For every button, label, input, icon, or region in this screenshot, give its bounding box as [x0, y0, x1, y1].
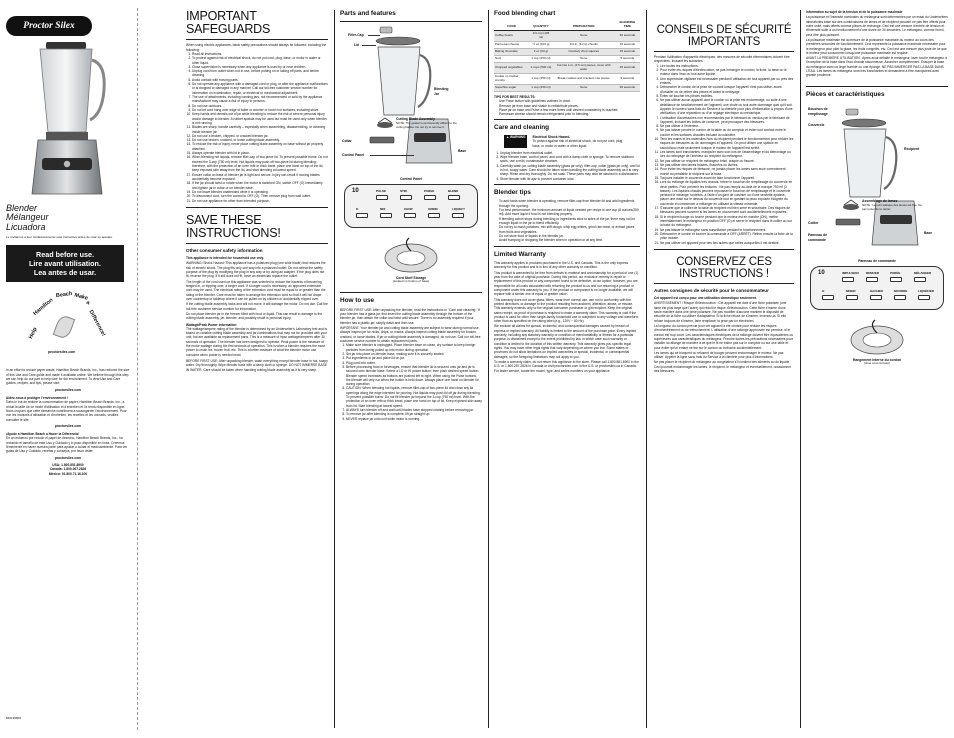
care-steps: [494, 151, 640, 181]
speed-top-label: PUREE: [424, 188, 435, 193]
cover-url-fr[interactable]: proctorsilex.com: [54, 423, 82, 428]
cord-storage-sub: (located on bottom of base): [392, 279, 430, 284]
fr-safeguard-item: 12. Ne pas utiliser un récipient de mélangeur brisé, craqué ou fissuré.: [660, 159, 794, 163]
safeguard-item: 17. Ensure collar on base of blender jar is tight and secure. Injury can result if moving blades accidentally become exposed.: [192, 173, 328, 182]
how-to-step: 8. To remove jar after blending is complete, lift jar straight up.: [346, 412, 482, 416]
food-chart-cell: 15 seconds: [615, 63, 640, 74]
food-chart-title: Food blending chart: [494, 10, 556, 17]
contact-usa: USA: 1.800.851.8900: [52, 463, 84, 468]
food-chart-cell: Cut into 1-in. (2.5-cm) pieces, cover with water: [553, 63, 615, 74]
cord-storage-title: Cord Stuff Storage: [395, 275, 427, 280]
fr-speed-bottom-button[interactable]: [918, 295, 930, 300]
cover-para-en: In an effort to reduce paper waste, Hamilton Beach Brands, Inc., has reduced the size of this Use and Care guide and made it available online. We believe through this step we can help do our part to help care for the environment. To view Use and Care guides, recipes, and tips, please visit:: [6, 368, 130, 386]
how-to-lead: BEFORE FIRST USE: After unpacking the blender, read the instructions in "Care and cleaning." If your blender has a glass jar, first insert the cutting blade assembly through the bottom of the blender jar, then attach the collar and twist until secure. There is no assembly required if your blender has a plastic jar; simply wash and then use.: [340, 307, 481, 325]
safeguard-item: 3. Close supervision is necessary when any appliance is used by or near children.: [192, 65, 328, 69]
food-chart-cell: None: [553, 84, 615, 91]
cover-url-es[interactable]: proctorsilex.com: [54, 455, 82, 460]
food-panel: [494, 10, 640, 730]
control-panel-diagram: [340, 184, 482, 230]
fr-speed-top-button[interactable]: [890, 277, 902, 282]
product-name-en: Blender: [6, 203, 38, 213]
warranty-paragraph: This warranty does not cover glass, filters, wear from normal use, use not in conformity with the printed directions, or damage to the product resulting from accident, alteration, abuse, or misuse. This warranty extends only to the original consumer purchaser or gift recipient. Keep the original sales receipt, as proof of purchase is required to make a warranty claim. This warranty is void if the product is used for other than single-family household use or subjected to any voltage and waveform other than as specified on the rating label (e.g., 120V ~ 60 Hz).: [494, 297, 639, 324]
how-to-step: 1. Make sure blender is unplugged. Place blender base on clean, dry surface to keep foreign particles from being pulled up into motor during operation.: [346, 343, 482, 352]
fr-control-panel-title: Panneau de commande: [858, 259, 896, 264]
wattage-title: Wattage/Peak Power Information: [186, 322, 237, 327]
food-chart-row: [494, 49, 640, 56]
speed-top-label: STIR: [400, 188, 407, 193]
food-chart-cell: Chopped vegetables: [494, 63, 529, 74]
blender-tip-item: • Do not store food or liquids in the blender jar.: [499, 234, 640, 238]
food-chart-row: [494, 56, 640, 63]
control-brand-mark: 10: [352, 187, 359, 194]
other-safety-2: The length of the cord used on this appliance was selected to reduce the hazards of becoming tangled in, or tripping over, a longer cord. If a longer cord is necessary, an approved extension cord may be used. The electrical rating of the extension cord must be equal to or greater than the rating of the blender. Care must be taken to arrange the extension cord so that it will not drape over countertop or tabletop where it can be pulled on by children or accidentally tripped over.: [186, 279, 326, 301]
care-step: 3. Carefully wash jar, cutting blade assembly (glass jar only), filler-cap, collar (glass jar only), and lid in hot, soapy water. Care should be taken when handling the cutting blade assembly as it is very sharp. Rinse and dry thoroughly. Do not soak. These parts may also be washed in a dishwasher.: [500, 164, 640, 177]
speed-bottom-label: MIX: [380, 206, 386, 211]
food-chart-column-header: FOOD: [494, 20, 529, 30]
warning-triangle-icon: ▲: [506, 135, 511, 140]
tip-item: • Remove jar from base and shake to redistribute pieces.: [499, 104, 640, 108]
food-chart-cell: 5 seconds: [615, 74, 640, 85]
parts-title: Parts and features: [340, 10, 396, 17]
label-blade-note: NOTE: The gasket is permanently affixed to the cutting blades. Do not try to remove it.: [396, 121, 457, 130]
food-chart-row: [494, 74, 640, 85]
food-chart-cell: 2 cups (500 ml): [529, 63, 552, 74]
fr-speed-top-label: IMPULSION: [842, 270, 859, 275]
fr-speed-top-button[interactable]: [914, 277, 926, 282]
fr-label-blade: Assemblage de lames: [862, 199, 898, 204]
safeguard-item: 6. Do not operate any appliance with a damaged cord or plug, or after the appliance malfunctions or is dropped or damaged in any manner. Call our toll-free customer service number for information on examination, repair, or electrical or mechanical adjustment.: [192, 82, 328, 95]
save-instructions-title: SAVE THESE INSTRUCTIONS!: [186, 212, 281, 240]
food-chart-header: [494, 20, 640, 30]
safeguard-item: 19. Do not leave blender unattended while it is operating.: [192, 190, 328, 194]
speed-bottom-button[interactable]: [380, 213, 392, 218]
fr-safeguard-item: 17. S'assurer que le collier de la base du récipient est bien serré et sécuritaire. Des risques de blessures peuvent survenir si les lames en mouvement sont accidentellement exposées.: [660, 206, 794, 215]
how-to-step: 5. Before processing food or beverages, ensure that blender lid is secured onto jar and jar is secured onto blender base. Select a LO or HI power button; then push desired speed button. Blender speed increases as buttons are pushed left to right. When using the Pulse buttons, the blender will only run when the button is held down. Always place one hand on blender lid during operation.: [346, 365, 482, 387]
fr-safeguards-panel: [654, 10, 794, 730]
cover-para-es: En un esfuerzo por reducir el papel de desecho, Hamilton Beach Brands, Inc., ha reducido el tamaño de este Uso y Cuidado y lo puso disponible en línea. Creemos firmemente en hacer nuestra parte para ayudar a cuidar el medioambiente. Para ver guías de Uso y Cuidado, recetas y consejos, por favor visite:: [6, 436, 128, 454]
speed-bottom-button[interactable]: [404, 213, 416, 218]
safeguard-item: 14. To reduce the risk of injury, never place cutting blade assembly on base without jar properly attached.: [192, 142, 328, 151]
how-to-step: 7. ALWAYS turn blender off and wait until blades have stopped rotating before removing jar.: [346, 408, 482, 412]
fr-other-3: Les lames qui se bloquent ou refusent de bouger peuvent endommager le moteur. Ne pas utiliser. Appeler la ligne sans frais du Service à la clientèle pour plus d'informations.: [654, 350, 784, 360]
seal-word-difference: Difference!: [87, 309, 107, 338]
fr-safeguard-item: 5. Éviter de toucher les pièces mobiles.: [660, 94, 794, 98]
safeguard-item: 2. To protect against risk of electrical shock, do not put cord, plug, base, or motor in water or other liquid.: [192, 56, 328, 65]
safeguard-item: 10. Keep hands and utensils out of jar while blending to reduce the risk of severe personal injury and/or damage to blender. A rubber spatula may be used but must be used only when blender is not running.: [192, 112, 328, 125]
food-chart-cell: 5 seconds: [615, 56, 640, 63]
seal-word-make: Make: [73, 292, 89, 303]
blender-tips-list: [494, 199, 640, 242]
fr-other-1: AVERTISSEMENT ! Risque d'électrocution : Cet appareil est doté d'une fiche polarisée (une lame est plus large que l'autre) qui réduit le risque d'électrocution. Cette fiche s'insère d'une seule manière dans une prise polarisée. Ne pas modifier d'aucune manière le dispositif de sécurité de la fiche ou utiliser d'adaptateur. Si la fiche refuse de s'insérer, inversez-la. Si elle refuse toujours de s'insérer, faire remplacer la prise par un électricien.: [654, 301, 787, 323]
fr-speed-top-button[interactable]: [842, 277, 854, 282]
other-safety-1: WARNING! Shock Hazard: This appliance has a polarized plug (one wide blade) that reduces the risk of electric shock. The plug fits only one way into a polarized outlet. Do not defeat the safety purpose of the plug by modifying the plug in any way or by using an adapter. If the plug does not fit, reverse the plug. If it still does not fit, have an electrician replace the outlet.: [186, 261, 326, 279]
fr-safeguard-item: 6. Ne pas utiliser aucun appareil dont le cordon ou la prise est endommagé, ou suite à une défaillance de fonctionnement de l'appareil, une chute ou tout autre dommage quel qu'il soit. Appeler le numéro sans frais du Service à la clientèle pour plus d'information à propos d'une vérification, d'une réparation ou d'un réglage électrique ou mécanique.: [660, 98, 794, 115]
label-collar: Collar: [342, 139, 352, 144]
blender-tip-item: • Do not try to mash potatoes, mix stiff dough, whip egg whites, grind raw meat, or extract juices from fruits and vegetables.: [499, 225, 640, 234]
fr-safeguard-item: 19. Ne pas laisser le mélangeur sans surveillance pendant le fonctionnement.: [660, 228, 794, 232]
how-to-steps: [340, 343, 482, 421]
food-chart-column-header: QUANTITY: [529, 20, 552, 30]
tip-item: • Parmesan cheese should remain refrigerated prior to blending.: [499, 112, 640, 116]
warning-body: To protect against risk of electrical shock, do not put cord, plug, base, or motor in water or other liquid.: [532, 139, 624, 148]
fr-safeguard-item: 3. Une supervision vigilante est nécessaire pendant l'utilisation de tout appareil par ou près des enfants.: [660, 77, 794, 86]
fr-save-title: CONSERVEZ CES INSTRUCTIONS !: [676, 255, 772, 280]
warning-head: Electrical Shock Hazard.: [532, 134, 571, 139]
food-chart-cell: 1/3-in. (1-cm) chunks: [553, 42, 615, 49]
how-to-step: 2. Set jar into place on blender base, making sure it is securely seated.: [346, 352, 482, 356]
fr-parts-panel: [806, 10, 948, 730]
care-step: 4. Store blender with lid ajar to prevent container odor.: [500, 177, 640, 181]
warranty-text: [494, 261, 640, 373]
warranty-title: Limited Warranty: [494, 250, 546, 258]
fr-parts-title: Pièces et caractéristiques: [806, 90, 885, 98]
blender-tips-title: Blender tips: [494, 189, 531, 197]
safeguards-intro: When using electric appliances, basic safety precautions should always be followed, including the following:: [186, 43, 327, 52]
safeguard-item: 18. If the jar should twist or rotate when the motor is switched ON, switch OFF (O) immediately and tighten jar in collar or on blender base.: [192, 181, 328, 190]
contact-canada: Canada: 1.800.267.2826: [49, 467, 87, 472]
other-safety-3: If the cutting blade assembly locks and will not move, it will damage the motor. Do not use. Call the toll-free customer service number for information.: [186, 302, 328, 311]
food-chart-cell: 30 seconds: [615, 31, 640, 42]
seal-word-help: Help: [28, 327, 39, 341]
fr-parts-diagram: [806, 107, 948, 257]
fr-intro: Pendant l'utilisation d'appareils électriques, des mesures de sécurité élémentaires doivent être respectées, incluant les suivantes :: [654, 55, 790, 64]
fr-safeguard-item: 18. Si le récipient bouge ou tourne pendant que le moteur est en marche (ON), mettre immédiatement le mélangeur en position OFF (O) et serrer le récipient dans le collier ou sur la base du mélangeur.: [660, 215, 794, 228]
how-to-important: IMPORTANT: Your blender jar and cutting blade assembly are subject to wear during normal use. Always inspect jar for nicks, chips, or cracks. Always inspect cutting blade assembly for broken, cracked, or loose blades. If jar or cutting blade assembly is damaged, do not use. Call our toll-free customer service number to obtain replacement parts.: [340, 326, 481, 344]
food-chart-cell: Baking chocolate: [494, 49, 529, 56]
care-step: 2. Wipe blender base, control panel, and cord with a damp cloth or sponge. To remove stubborn spots, use a mild, nonabrasive cleanser.: [500, 155, 640, 164]
safeguard-item: 9. Do not let cord hang over edge of table or counter or touch hot surfaces, including stove.: [192, 108, 328, 112]
product-name-es: Licuadora: [6, 221, 46, 232]
blender-tip-item: • To add foods when blender is operating, remove filler-cap from blender lid and add ingredients through the opening.: [499, 199, 640, 208]
fr-control-panel-diagram: [806, 266, 948, 312]
tips-title: TIPS FOR BEST RESULTS:: [494, 94, 536, 99]
food-chart-cell: None: [553, 31, 615, 42]
invite-text: Le invitamos a leer cuidadosamente este instructivo antes de usar su aparato.: [6, 235, 113, 240]
fr-control-brand-mark: 10: [818, 269, 825, 276]
fr-safeguard-item: 14. Pour éviter les risques de blessure, ne jamais placer les lames sans avoir correctement monté au préalable le récipient sur la base.: [660, 167, 794, 176]
safeguard-item: 11. Blades are sharp; handle carefully – especially when assembling, disassembling, or cleaning inside blender jar.: [192, 125, 328, 134]
fr-label-cap: Bouchon de remplissage: [808, 107, 828, 116]
blender-tip-item: • If blending action stops during blending or ingredients stick to sides of the jar, there may not be enough liquid in the jar to blend efficiently.: [499, 217, 640, 226]
safeguard-item: 1. Read all instructions.: [192, 52, 328, 56]
seal-word-hamilton: Hamilton: [32, 297, 55, 318]
fr-speed-top-label: MÉLANGER: [914, 270, 932, 275]
cover-url-en[interactable]: proctorsilex.com: [54, 387, 82, 392]
fr-label-lid: Couvercle: [808, 123, 825, 128]
fr-safeguards-list: [654, 64, 794, 245]
fr-safeguard-item: 1. Lire toutes les instructions.: [660, 64, 794, 68]
safeguard-item: 20. To disconnect cord, turn the control to OFF (O). Then remove plug from wall outlet.: [192, 194, 328, 198]
fr-speed-bottom-label: HACHER: [870, 288, 883, 293]
seal-url: proctorsilex.com: [48, 350, 76, 355]
food-chart-cell: Break cookies and crackers into pieces: [553, 74, 615, 85]
cover-title-fr: Aidez-nous à protéger l'environnement !: [6, 395, 69, 400]
part-number: 840195800: [6, 716, 22, 721]
blender-illustration: [12, 40, 122, 200]
cover-para-fr: Dans le but de réduire la consommation de papier, Hamilton Beach Brands, Inc., a réduit la taille de ce mode d'utilisation et d'entretien et l'a rendu disponible en ligne. Nous croyons que cette démarche contribuera à sauvegarder l'environnement. Pour voir les manuels d'utilisation et d'entretien, les recettes et les conseils, veuillez consulter le site :: [6, 400, 127, 422]
fr-speed-bottom-label: MOUDRE: [894, 288, 908, 293]
warranty-paragraph: We exclude all claims for special, incidental, and consequential damages caused by breach of express or implied warranty. All liability is limited to the amount of the purchase price. Every implied warranty, including any statutory warranty or condition of merchantability or fitness for a particular purpose, is disclaimed except to the extent prohibited by law, in which case such warranty or condition is limited to the duration of this written warranty. This warranty gives you specific legal rights. You may have other legal rights that vary depending on where you live. Some states or provinces do not allow limitations on implied warranties or special, incidental, or consequential damages, so the foregoing limitations may not apply to you.: [494, 324, 637, 359]
food-chart-cell: Nuts: [494, 56, 529, 63]
other-safety-title: Other consumer safety information: [186, 248, 263, 254]
tip-item: • Use Pulse button with guidelines outlined in chart.: [499, 99, 640, 103]
how-to-step: 4. Plug cord into outlet.: [346, 361, 482, 365]
fr-speed-bottom-label: LIQUÉFIER: [918, 288, 935, 293]
label-blade-assembly: Cutting Blade Assembly: [396, 117, 435, 122]
speed-top-label: PULSE: [376, 188, 387, 193]
care-title: Care and cleaning: [494, 124, 550, 132]
how-to-use-title: How to use: [340, 297, 375, 305]
food-chart-row: [494, 31, 640, 42]
warranty-paragraph: This warranty applies to products purchased in the U.S. and Canada. This is the only express warranty for this product and is in lieu of any other warranty or condition.: [494, 261, 629, 270]
food-chart-cell: 2 oz (60 g): [529, 49, 552, 56]
food-chart-cell: 15 seconds: [615, 49, 640, 56]
safeguard-item: 12. Do not use a broken, chipped, or cracked blender jar.: [192, 134, 328, 138]
food-chart-column-header: PREPARATION: [553, 20, 615, 30]
safeguard-item: 8. Do not use outdoors.: [192, 104, 328, 108]
safeguard-item: 15. Always operate blender with lid in place.: [192, 151, 328, 155]
fr-speed-bottom-button[interactable]: [846, 295, 858, 300]
warning-badge: ▲ WARNING: [504, 135, 527, 148]
warranty-paragraph: This product is warranted to be free from defects in material and workmanship for a period of one (1) year from the date of original purchase. During this period, our exclusive remedy is repair or replacement of this product or any component found to be defective, at our option; however, you are responsible for all costs associated with returning the product to us and our returning a product or component under this warranty to you. If the product or component is no longer available, we will replace with a similar one of equal or greater value.: [494, 270, 639, 297]
fr-safeguards-title: CONSEILS DE SÉCURITÉ IMPORTANTS: [656, 24, 792, 49]
safeguard-item: 16. When blending hot liquids, remove filler-cap of two-piece lid. To prevent possible burns: Do not exceed the 3-cup (750 ml) level. Hot liquids may push off two-piece lid during blending; therefore, with the protection of an oven mitt or thick towel, place one hand on top of the lid, keep exposed skin away from the lid, and start blending at lowest speed.: [192, 155, 328, 172]
parts-panel: [340, 10, 482, 730]
speed-top-button[interactable]: [400, 195, 412, 200]
wattage-body: The wattage/ampere rating of the blender is determined by an Underwriter's Laboratory test and is based on variable cutting blade assembly and jar combinations that may not be provided with your unit, but are available as replacement parts. This is a measure of input wattage/amperes after 30 seconds of operation. The blender has been designed to operate. Peak power is the measure of the motor wattage during the first seconds of operation. This is when a blender requires the most power to crush ice, frozen fruit, etc. This is a better measure of what the blender motor can consume when power is needed most.: [186, 326, 328, 357]
tips-list: [494, 99, 640, 116]
fr-other-4: Ne pas placer le récipient du mélangeur au congélateur s'il contient des aliments ou du liquide. Ceci pourrait endommager les lames, le récipient, le mélangeur et éventuellement, occasionner des blessures.: [654, 360, 792, 374]
warranty-paragraph: To make a warranty claim, do not return this appliance to the store. Please call 1.800.851.8900 in the U.S. or 1.800.267.2826 in Canada or visit proctorsilex.com in the U.S. or proctorsilex.ca in Canada. For faster service, locate the model, type, and series numbers on your appliance.: [494, 359, 639, 373]
food-chart-table: [494, 20, 640, 91]
seal-word-beach: Beach: [55, 291, 73, 300]
fr-safeguard-item: 2. Pour éviter les risques d'électrocution, ne pas immerger le cordon, la fiche, la base ou le moteur dans l'eau ou tout autre liquide.: [660, 68, 794, 77]
fr-speed-top-button[interactable]: [866, 277, 878, 282]
blender-tip-item: • Avoid bumping or dropping the blender when in operation or at any time.: [499, 238, 640, 242]
speed-bottom-label: GRIND: [428, 206, 438, 211]
fr-other-2: La longueur du cordon prévue pour cet appareil a été choisie pour réduire les risques d'enchevêtrement ou de trébuchement. L'utilisation d'une rallonge approuvée est permise, si le cordon est trop court. Les caractéristiques électriques de la rallonge doivent être équivalentes ou supérieures aux caractéristiques du mélangeur. Prendre toutes les précautions nécessaires pour installer la rallonge de manière à ce que le fil ne traîne pas sur le comptoir ou sur une table et pour éviter qu'un enfant ne tire sur le cordon ou trébuche accidentellement.: [654, 323, 794, 350]
brand-logo: Proctor Silex: [6, 16, 92, 36]
fr-safeguard-item: 8. Ne pas utiliser à l'extérieur.: [660, 124, 794, 128]
label-base: Base: [458, 149, 467, 154]
how-to-step: 6. CAUTION: When blending hot liquids, remove filler-cap of two-piece lid and close any lid openings along the edge intended for pouring. Hot liquids may push lid off jar during blending. To prevent possible burns: Do not fill blender jar beyond the 3-cup (750 ml) level. With the protection of an oven mitt or thick towel, place one hand on top of lid. Keep exposed skin away from lid. Start blending at lowest speed.: [346, 386, 482, 408]
food-chart-cell: Superfine sugar: [494, 84, 529, 91]
cover-panel: [6, 10, 130, 730]
label-blending-jar: Blending Jar: [434, 87, 449, 96]
fr-safeguard-item: 20. Débrancher le cordon et tourner la commande à OFF (ARRÊT). Retirer ensuite la fiche de la prise murale.: [660, 232, 794, 241]
food-chart-cell: 1 cup (250 ml): [529, 56, 552, 63]
fr-cord-title: Rangement interne du cordon: [852, 357, 902, 362]
banner-line-es: Lea antes de usar.: [33, 268, 97, 278]
safeguards-title: IMPORTANT SAFEGUARDS: [186, 10, 271, 37]
fr-speed-bottom-label: MIXER: [846, 288, 856, 293]
fr-label-jar: Récipient: [904, 147, 920, 152]
safeguard-item: 5. Avoid contact with moving parts.: [192, 78, 328, 82]
fr-cord-sub: (situé sous la base): [863, 361, 890, 366]
tip-item: • Place jar on base and Pulse a few more times until desired consistency is reached.: [499, 108, 640, 112]
cover-title-es: ¡Ayude a Hamilton Beach a Hacer la Diferencia!: [6, 432, 80, 437]
blender-tip-item: • For best performance, the minimum amount of liquid needed per recipe is one cup (8 ounces/250 ml). Add more liquid if food is not blending properly.: [499, 208, 640, 217]
fr-speed-top-label: PURÉE: [890, 270, 901, 275]
fr-safeguard-item: 7. L'utilisation d'accessoires non recommandés par le fabricant ou vendus par le fabricant de l'appareil, incluant les bottes de conserve, peut provoquer des blessures.: [660, 116, 794, 125]
speed-bottom-label: O: [356, 206, 359, 211]
food-chart-cell: 30 seconds: [615, 84, 640, 91]
food-chart-cell: Coarsely chop squares: [553, 49, 615, 56]
fr-speed-bottom-label: O: [822, 288, 825, 293]
help-seal: [26, 290, 106, 362]
food-chart-cell: Cookie or cracker crumbs: [494, 74, 529, 85]
leaf-icon: [53, 314, 76, 340]
speed-bottom-button[interactable]: [356, 213, 368, 218]
how-to-step: 9. NEVER replace jar onto unit while motor is running.: [346, 417, 482, 421]
food-chart-row: [494, 84, 640, 91]
speed-top-button[interactable]: [424, 195, 436, 200]
other-safety-4: Do not place blender jar in the freezer filled with food or liquid. This can result in damage to the cutting blade assembly, jar, blender, and possibly result in personal injury.: [186, 311, 323, 321]
banner-line-fr: Lire avant utilisation.: [29, 259, 101, 269]
fr-label-collar: Collier: [808, 221, 819, 226]
fr-power-1: La puissance et l'intensité nominales du mélangeur sont déterminées par un essai du Underwriters laboratories basé sur des combinaisons de lames et de récipient pouvant ne pas être offerts pour votre unité, mais offerts comme pièces de rechange. Ceci est une mesure d'entrée de tension et d'intensité suite à un fonctionnement d'une durée de 30 secondes. Le mélangeur, comme fourni, peut être plus puissant.: [806, 15, 948, 37]
parts-diagram: [340, 25, 482, 175]
food-chart-cell: 1/3 cup (105 ml): [529, 31, 552, 42]
fr-safeguard-item: 4. Débrancher le cordon de la prise de courant lorsque l'appareil n'est pas utilisé, avant d'installer ou de retirer des pièces et avant le nettoyage.: [660, 85, 794, 94]
household-note: This appliance is intended for household use only.: [186, 256, 264, 261]
label-lid: Lid: [354, 43, 360, 48]
fr-power-title: Information au sujet de la tension et de la puissance maximale: [806, 10, 903, 14]
safeguards-panel: [186, 10, 328, 730]
fr-safeguard-item: 16. Lors du mélange de liquides très chauds, retirer le bouchon de remplissage du couvercle en deux parties. Pour prévenir les brûlures : Ne pas remplir au-delà de la marque 750 ml (3 tasses). Les liquides chauds peuvent repousser le bouchon de remplissage et le couvercle pendant le mélange; toutefois, à l'aide d'un gant de cuisinier ou d'une serviette épaisse, placer une main sur le dessus du couvercle tout en gardant la peau exposée éloignée du couvercle et commencer à mélanger en utilisant la vitesse minimale.: [660, 180, 794, 206]
food-chart-row: [494, 42, 640, 49]
speed-top-button[interactable]: [376, 195, 388, 200]
speed-bottom-label: LIQUEFY: [452, 206, 466, 211]
read-banner: [6, 245, 124, 282]
speed-bottom-button[interactable]: [452, 213, 464, 218]
food-chart-cell: 15 seconds: [615, 42, 640, 49]
fr-speed-bottom-button[interactable]: [870, 295, 882, 300]
fr-power-2: La puissance maximale est la mesure de la puissance maximale du moteur au cours des premières secondes de fonctionnement. Ceci représente la puissance maximale nécessaire pour le mélangeur pour piler la glace, les fruits congelés, etc. Ceci est une mesure plus juste de ce que le moteur peut consommer lorsqu'une puissance maximale est requise.: [806, 37, 947, 55]
cord-storage-drawing: [381, 236, 441, 276]
fr-cord-storage-drawing: [847, 318, 907, 358]
fr-household-note: Cet appareil est conçu pour une utilisation domestique seulement.: [654, 296, 757, 301]
speed-top-button[interactable]: [448, 195, 460, 200]
safeguard-item: 4. Unplug cord from outlet when not in use, before putting on or taking off parts, and before cleaning.: [192, 69, 328, 78]
fr-speed-bottom-button[interactable]: [894, 295, 906, 300]
label-control-panel: Control Panel: [342, 153, 365, 158]
food-chart-cell: ½ oz (100 g): [529, 42, 552, 49]
food-chart-column-header: BLENDING TIME: [615, 20, 640, 30]
fr-safeguard-item: 10. Tenir les mains et les ustensiles hors du récipient pendant le fonctionnement pour réduire les risques de blessures ou de dommages à l'appareil. On peut utiliser une spatule en caoutchouc mais seulement lorsque le moteur de l'appareil est arrêté.: [660, 137, 794, 150]
fr-label-base: Base: [924, 231, 933, 236]
safeguard-item: 21. Do not use appliance for other than intended purpose.: [192, 199, 328, 203]
speed-bottom-button[interactable]: [428, 213, 440, 218]
product-name-fr: Mélangeur: [6, 212, 49, 223]
fr-before-first-use: AVANT LA PREMIÈRE UTILISATION : Après avoir déballé le mélangeur, laver tout le mélangeur à l'exception de la base dans l'eau chaude savonneuse. Assécher complètement. Essuyer la base du mélangeur avec un linge humide ou une éponge. NE PAS IMMERGER PAS LA BASE DANS L'EAU. Les lames du mélangeur sont très tranchantes et demandent à être manipulées avec grande prudence.: [806, 56, 948, 78]
care-step: 1. Unplug blender from electrical outlet.: [500, 151, 640, 155]
food-chart-cell: None: [553, 56, 615, 63]
safeguard-item: 13. Do not use broken, cracked, or loose cutting blade assembly.: [192, 138, 328, 142]
fr-label-control: Panneau de commande: [808, 233, 828, 242]
safeguards-list: [186, 52, 328, 203]
food-chart-cell: 1 cup (250 ml): [529, 74, 552, 85]
fr-speed-bottom-button[interactable]: [822, 295, 834, 300]
banner-line-en: Read before use.: [36, 250, 94, 260]
safeguard-item: 7. The use of attachments, including canning jars, not recommended or sold by the appliance manufacturer may cause a risk of injury to persons.: [192, 95, 328, 104]
how-to-step: 3. Put ingredients in jar and place lid on jar.: [346, 356, 482, 360]
contact-mexico: México: 01.800.71.16.100: [48, 471, 88, 476]
fr-other-title: Autres consignes de sécurité pour le consommateur: [654, 288, 769, 293]
speed-top-label: BLEND: [448, 188, 459, 193]
food-chart-cell: Parmesan cheese: [494, 42, 529, 49]
food-chart-cell: 1 cup (250 ml): [529, 84, 552, 91]
seal-word-a: a: [85, 300, 91, 307]
fr-speed-top-label: REMUER: [866, 270, 880, 275]
label-filler-cap: Filler-Cap: [348, 33, 364, 38]
food-chart-row: [494, 63, 640, 74]
fr-safeguard-item: 15. Toujours installer le couvercle avant de faire fonctionner l'appareil.: [660, 176, 794, 180]
before-first-use: BEFORE FIRST USE: After unpacking blender, wash everything except blender base in hot, soapy water. Dry thoroughly. Wipe blender base with a damp cloth or sponge. DO NOT IMMERSE BASE IN WATER. Care should be taken when handling cutting blade assembly as it is very sharp.: [186, 359, 328, 372]
fr-safeguard-item: 11. Les lames sont tranchantes; manipuler avec soin lors de l'assemblage et du démontage ou lors du nettoyage de l'intérieur du récipient du mélangeur.: [660, 150, 794, 159]
control-panel-title: Control Panel: [399, 177, 423, 182]
speed-bottom-label: CHOP: [404, 206, 413, 211]
fr-label-note: NOTE : Le joint statique des lames est fixe. Ne pas tenter de le retirer.: [862, 203, 922, 211]
fr-safeguard-item: 21. Ne pas utiliser cet appareil pour des fins autres que celles auxquelles il est destiné.: [660, 241, 794, 245]
fr-safeguard-item: 9. Ne pas laisser pendre le cordon de la table ou du comptoir et éviter tout contact entre le cordon et les surfaces chaudes incluant la cuisinière.: [660, 128, 794, 137]
fr-safeguard-item: 13. Ne pas utiliser des lames brisées, fissurées ou lâches.: [660, 163, 794, 167]
food-chart-cell: Coffee beans: [494, 31, 529, 42]
